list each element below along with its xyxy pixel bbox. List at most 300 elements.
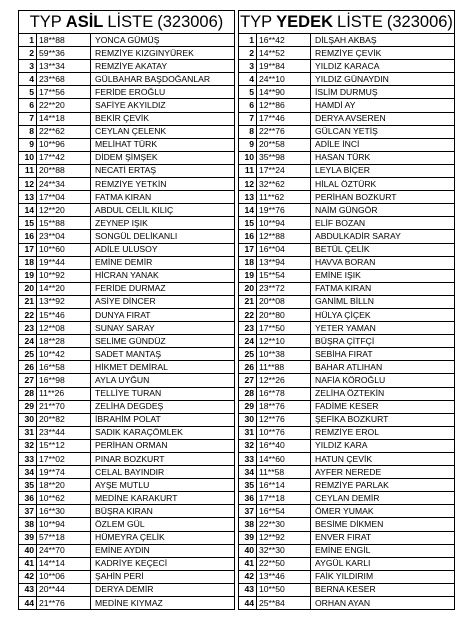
row-number: 27: [19, 374, 37, 387]
id-code: 17**02: [37, 453, 91, 466]
row-number: 26: [19, 361, 37, 374]
id-code: 22**30: [257, 518, 311, 531]
row-number: 12: [239, 178, 257, 191]
row-number: 44: [19, 597, 37, 610]
id-code: 10**76: [257, 426, 311, 439]
person-name: MEDİNE KIYMAZ: [91, 597, 235, 610]
id-code: 18**28: [37, 335, 91, 348]
person-name: AYŞE MUTLU: [91, 479, 235, 492]
person-name: NAİM GÜNGÖR: [311, 204, 455, 217]
title-word: LİSTE: [337, 12, 383, 31]
person-name: HASAN TÜRK: [311, 151, 455, 164]
table-row: [19, 348, 235, 361]
person-name: ÖMER YUMAK: [311, 505, 455, 518]
person-name: SELİME GÜNDÜZ: [91, 335, 235, 348]
id-code: 10**96: [37, 138, 91, 151]
row-number: 14: [239, 204, 257, 217]
row-number: 12: [19, 178, 37, 191]
table-row: [239, 269, 455, 282]
id-code: 11**26: [37, 387, 91, 400]
id-code: 10**06: [37, 570, 91, 583]
row-number: 23: [19, 322, 37, 335]
person-name: EMİNE AYDIN: [91, 544, 235, 557]
row-number: 22: [239, 308, 257, 321]
row-number: 20: [19, 282, 37, 295]
id-code: 22**62: [37, 125, 91, 138]
table-row: [19, 531, 235, 544]
row-number: 16: [19, 230, 37, 243]
row-number: 31: [239, 426, 257, 439]
person-name: EMİNE DEMİR: [91, 256, 235, 269]
table-row: [239, 479, 455, 492]
row-number: 1: [19, 34, 37, 47]
row-number: 14: [19, 204, 37, 217]
id-code: 32**62: [257, 178, 311, 191]
row-number: 33: [19, 453, 37, 466]
table-row: [19, 191, 235, 204]
row-number: 34: [239, 466, 257, 479]
row-number: 27: [239, 374, 257, 387]
person-name: GÜLBAHAR BAŞDOĞANLAR: [91, 73, 235, 86]
yedek-list-panel: [238, 10, 455, 610]
id-code: 25**84: [257, 597, 311, 610]
person-name: PERİHAN ORMAN: [91, 439, 235, 452]
person-name: BÜŞRA KIRAN: [91, 505, 235, 518]
person-name: SONGÜL DELİKANLI: [91, 230, 235, 243]
table-row: [239, 204, 455, 217]
row-number: 35: [239, 479, 257, 492]
id-code: 12**76: [257, 413, 311, 426]
id-code: 10**50: [257, 583, 311, 596]
id-code: 16**42: [257, 34, 311, 47]
person-name: PERİHAN BOZKURT: [311, 191, 455, 204]
row-number: 33: [239, 453, 257, 466]
person-name: ZELİHA ÖZTEKİN: [311, 387, 455, 400]
id-code: 11**62: [257, 191, 311, 204]
table-row: [239, 413, 455, 426]
id-code: 15**12: [37, 439, 91, 452]
person-name: DİLŞAH AKBAŞ: [311, 34, 455, 47]
person-name: AYGÜL KARLI: [311, 557, 455, 570]
id-code: 13**46: [257, 570, 311, 583]
id-code: 12**10: [257, 335, 311, 348]
id-code: 23**44: [37, 426, 91, 439]
table-row: [19, 178, 235, 191]
id-code: 20**58: [257, 138, 311, 151]
row-number: 6: [239, 99, 257, 112]
table-row: [19, 387, 235, 400]
id-code: 10**38: [257, 348, 311, 361]
id-code: 23**72: [257, 282, 311, 295]
person-name: NAFİA KÖROĞLU: [311, 374, 455, 387]
person-name: NECATİ ERTAŞ: [91, 164, 235, 177]
table-row: [19, 413, 235, 426]
person-name: ŞEFİKA BOZKURT: [311, 413, 455, 426]
person-name: YILDIZ GÜNAYDIN: [311, 73, 455, 86]
table-row: [239, 439, 455, 452]
table-row: [239, 400, 455, 413]
table-row: [239, 230, 455, 243]
row-number: 28: [239, 387, 257, 400]
person-name: EMİNE ENGİL: [311, 544, 455, 557]
table-row: [19, 138, 235, 151]
title-code: (323006): [386, 12, 453, 31]
table-row: [19, 112, 235, 125]
person-name: MELİHAT TÜRK: [91, 138, 235, 151]
table-row: [19, 439, 235, 452]
table-row: [19, 544, 235, 557]
id-code: 32**30: [257, 544, 311, 557]
row-number: 3: [19, 60, 37, 73]
id-code: 19**76: [257, 204, 311, 217]
table-row: [239, 531, 455, 544]
person-name: HİLAL ÖZTÜRK: [311, 178, 455, 191]
person-name: ORHAN AYAN: [311, 597, 455, 610]
person-name: ELİF BOZAN: [311, 217, 455, 230]
table-row: [19, 269, 235, 282]
row-number: 2: [19, 47, 37, 60]
table-row: [239, 492, 455, 505]
person-name: ADİLE İNCİ: [311, 138, 455, 151]
table-row: [19, 322, 235, 335]
table-row: [239, 34, 455, 47]
person-name: CEYLAN DEMİR: [311, 492, 455, 505]
table-row: [19, 295, 235, 308]
row-number: 10: [19, 151, 37, 164]
person-name: HAMDİ AY: [311, 99, 455, 112]
asil-list-table: [18, 33, 235, 610]
row-number: 13: [239, 191, 257, 204]
person-name: ZEYNEP IŞIK: [91, 217, 235, 230]
table-row: [239, 86, 455, 99]
id-code: 16**78: [257, 387, 311, 400]
id-code: 18**20: [37, 479, 91, 492]
person-name: YILDIZ KARACA: [311, 60, 455, 73]
id-code: 18**76: [257, 400, 311, 413]
person-name: FATMA KIRAN: [311, 282, 455, 295]
table-row: [239, 466, 455, 479]
row-number: 15: [239, 217, 257, 230]
row-number: 11: [239, 164, 257, 177]
row-number: 37: [239, 505, 257, 518]
id-code: 22**76: [257, 125, 311, 138]
person-name: AYLA UYĞUN: [91, 374, 235, 387]
person-name: ABDULKADİR SARAY: [311, 230, 455, 243]
row-number: 36: [239, 492, 257, 505]
row-number: 40: [239, 544, 257, 557]
person-name: YONCA GÜMÜŞ: [91, 34, 235, 47]
row-number: 5: [239, 86, 257, 99]
person-name: YILDIZ KARA: [311, 439, 455, 452]
person-name: SADET MANTAŞ: [91, 348, 235, 361]
asil-list-title: [18, 10, 235, 33]
table-row: [19, 125, 235, 138]
person-name: CEYLAN ÇELENK: [91, 125, 235, 138]
row-number: 30: [19, 413, 37, 426]
row-number: 20: [239, 282, 257, 295]
person-name: DİDEM ŞİMŞEK: [91, 151, 235, 164]
row-number: 32: [239, 439, 257, 452]
id-code: 11**58: [257, 466, 311, 479]
title-kind: YEDEK: [276, 12, 334, 31]
id-code: 13**34: [37, 60, 91, 73]
person-name: ABDUL CELİL KILIÇ: [91, 204, 235, 217]
person-name: ENVER FIRAT: [311, 531, 455, 544]
row-number: 39: [19, 531, 37, 544]
person-name: SAFİYE AKYILDIZ: [91, 99, 235, 112]
table-row: [239, 453, 455, 466]
table-row: [19, 243, 235, 256]
table-row: [239, 518, 455, 531]
row-number: 5: [19, 86, 37, 99]
row-number: 29: [19, 400, 37, 413]
yedek-list-title: [238, 10, 455, 33]
person-name: AYFER NEREDE: [311, 466, 455, 479]
person-name: BESİME DİKMEN: [311, 518, 455, 531]
table-row: [239, 361, 455, 374]
row-number: 21: [239, 295, 257, 308]
table-row: [239, 112, 455, 125]
table-row: [19, 308, 235, 321]
table-row: [19, 583, 235, 596]
table-row: [239, 322, 455, 335]
id-code: 14**60: [257, 453, 311, 466]
id-code: 24**10: [257, 73, 311, 86]
id-code: 22**50: [257, 557, 311, 570]
id-code: 23**04: [37, 230, 91, 243]
person-name: BEKİR ÇEVİK: [91, 112, 235, 125]
person-name: TELLİYE TURAN: [91, 387, 235, 400]
row-number: 40: [19, 544, 37, 557]
id-code: 15**54: [257, 269, 311, 282]
id-code: 16**58: [37, 361, 91, 374]
table-row: [239, 178, 455, 191]
table-row: [19, 505, 235, 518]
row-number: 18: [239, 256, 257, 269]
table-row: [239, 73, 455, 86]
table-row: [239, 374, 455, 387]
person-name: BETÜL ÇELİK: [311, 243, 455, 256]
row-number: 42: [19, 570, 37, 583]
id-code: 14**20: [37, 282, 91, 295]
table-row: [19, 374, 235, 387]
row-number: 9: [19, 138, 37, 151]
id-code: 10**94: [37, 518, 91, 531]
table-row: [239, 387, 455, 400]
row-number: 1: [239, 34, 257, 47]
person-name: BÜŞRA ÇİTFÇİ: [311, 335, 455, 348]
id-code: 12**20: [37, 204, 91, 217]
table-row: [19, 400, 235, 413]
person-name: GANİML BİLLN: [311, 295, 455, 308]
person-name: REMZİYE AKATAY: [91, 60, 235, 73]
table-row: [239, 151, 455, 164]
row-number: 25: [239, 348, 257, 361]
id-code: 21**70: [37, 400, 91, 413]
person-name: İBRAHİM POLAT: [91, 413, 235, 426]
row-number: 24: [239, 335, 257, 348]
table-row: [19, 60, 235, 73]
id-code: 18**88: [37, 34, 91, 47]
person-name: REMZİYE YETKİN: [91, 178, 235, 191]
person-name: REMZİYE PARLAK: [311, 479, 455, 492]
id-code: 16**04: [257, 243, 311, 256]
id-code: 19**44: [37, 256, 91, 269]
id-code: 16**14: [257, 479, 311, 492]
table-row: [239, 308, 455, 321]
person-name: HAVVA BORAN: [311, 256, 455, 269]
person-name: FADİME KESER: [311, 400, 455, 413]
table-row: [239, 256, 455, 269]
person-name: BERNA KESER: [311, 583, 455, 596]
id-code: 16**30: [37, 505, 91, 518]
id-code: 10**92: [37, 269, 91, 282]
table-row: [19, 479, 235, 492]
person-name: FERİDE EROĞLU: [91, 86, 235, 99]
table-row: [239, 191, 455, 204]
table-row: [239, 47, 455, 60]
table-row: [19, 47, 235, 60]
person-name: CELAL BAYINDIR: [91, 466, 235, 479]
person-name: HÜMEYRA ÇELİK: [91, 531, 235, 544]
person-name: FATMA KIRAN: [91, 191, 235, 204]
id-code: 35**98: [257, 151, 311, 164]
person-name: MEDİNE KARAKURT: [91, 492, 235, 505]
person-name: REMZİYE EROL: [311, 426, 455, 439]
row-number: 31: [19, 426, 37, 439]
person-name: PINAR BOZKURT: [91, 453, 235, 466]
id-code: 21**76: [37, 597, 91, 610]
table-row: [239, 583, 455, 596]
person-name: SEBİHA FIRAT: [311, 348, 455, 361]
row-number: 7: [19, 112, 37, 125]
id-code: 19**74: [37, 466, 91, 479]
person-name: DUNYA FIRAT: [91, 308, 235, 321]
id-code: 22**20: [37, 99, 91, 112]
id-code: 20**08: [257, 295, 311, 308]
row-number: 9: [239, 138, 257, 151]
id-code: 17**42: [37, 151, 91, 164]
title-prefix: TYP: [240, 12, 273, 31]
id-code: 24**70: [37, 544, 91, 557]
row-number: 25: [19, 348, 37, 361]
table-row: [19, 361, 235, 374]
table-row: [239, 243, 455, 256]
id-code: 20**44: [37, 583, 91, 596]
table-row: [19, 466, 235, 479]
table-row: [19, 204, 235, 217]
person-name: DERYA DEMİR: [91, 583, 235, 596]
person-name: FERİDE DURMAZ: [91, 282, 235, 295]
id-code: 16**40: [257, 439, 311, 452]
person-name: REMZİYE KIZGINYÜREK: [91, 47, 235, 60]
row-number: 41: [19, 557, 37, 570]
row-number: 19: [239, 269, 257, 282]
person-name: DERYA AVSEREN: [311, 112, 455, 125]
id-code: 20**82: [37, 413, 91, 426]
row-number: 34: [19, 466, 37, 479]
id-code: 12**26: [257, 374, 311, 387]
row-number: 38: [239, 518, 257, 531]
table-row: [239, 99, 455, 112]
row-number: 3: [239, 60, 257, 73]
table-row: [239, 505, 455, 518]
table-row: [19, 73, 235, 86]
id-code: 10**42: [37, 348, 91, 361]
table-row: [19, 557, 235, 570]
row-number: 4: [239, 73, 257, 86]
id-code: 23**68: [37, 73, 91, 86]
row-number: 30: [239, 413, 257, 426]
row-number: 6: [19, 99, 37, 112]
id-code: 17**04: [37, 191, 91, 204]
person-name: HİKMET DEMİRAL: [91, 361, 235, 374]
id-code: 12**08: [37, 322, 91, 335]
person-name: SADIK KARAÇÖMLEK: [91, 426, 235, 439]
id-code: 10**94: [257, 217, 311, 230]
row-number: 11: [19, 164, 37, 177]
row-number: 44: [239, 597, 257, 610]
row-number: 42: [239, 570, 257, 583]
person-name: HÜLYA ÇİÇEK: [311, 308, 455, 321]
id-code: 15**46: [37, 308, 91, 321]
row-number: 36: [19, 492, 37, 505]
row-number: 43: [19, 583, 37, 596]
person-name: GÜLCAN YETİŞ: [311, 125, 455, 138]
table-row: [239, 557, 455, 570]
id-code: 12**92: [257, 531, 311, 544]
person-name: ŞAHİN PERİ: [91, 570, 235, 583]
table-row: [239, 217, 455, 230]
row-number: 26: [239, 361, 257, 374]
table-row: [19, 217, 235, 230]
id-code: 10**62: [37, 492, 91, 505]
table-row: [19, 99, 235, 112]
id-code: 20**88: [37, 164, 91, 177]
row-number: 18: [19, 256, 37, 269]
table-row: [239, 544, 455, 557]
id-code: 14**14: [37, 557, 91, 570]
person-name: LEYLA BİÇER: [311, 164, 455, 177]
person-name: ZELİHA DEGDEŞ: [91, 400, 235, 413]
table-row: [239, 164, 455, 177]
table-row: [19, 230, 235, 243]
table-row: [19, 453, 235, 466]
table-row: [239, 138, 455, 151]
row-number: 24: [19, 335, 37, 348]
table-row: [19, 335, 235, 348]
title-code: (323006): [157, 12, 224, 31]
row-number: 41: [239, 557, 257, 570]
table-row: [239, 282, 455, 295]
person-name: HİCRAN YANAK: [91, 269, 235, 282]
row-number: 19: [19, 269, 37, 282]
asil-list-panel: [18, 10, 235, 610]
person-name: ADİLE ULUSOY: [91, 243, 235, 256]
row-number: 35: [19, 479, 37, 492]
id-code: 14**18: [37, 112, 91, 125]
person-name: SUNAY SARAY: [91, 322, 235, 335]
id-code: 10**60: [37, 243, 91, 256]
table-row: [19, 256, 235, 269]
id-code: 11**88: [257, 361, 311, 374]
person-name: REMZİYE ÇEVİK: [311, 47, 455, 60]
table-row: [19, 86, 235, 99]
table-row: [19, 492, 235, 505]
row-number: 32: [19, 439, 37, 452]
id-code: 17**24: [257, 164, 311, 177]
table-row: [19, 34, 235, 47]
